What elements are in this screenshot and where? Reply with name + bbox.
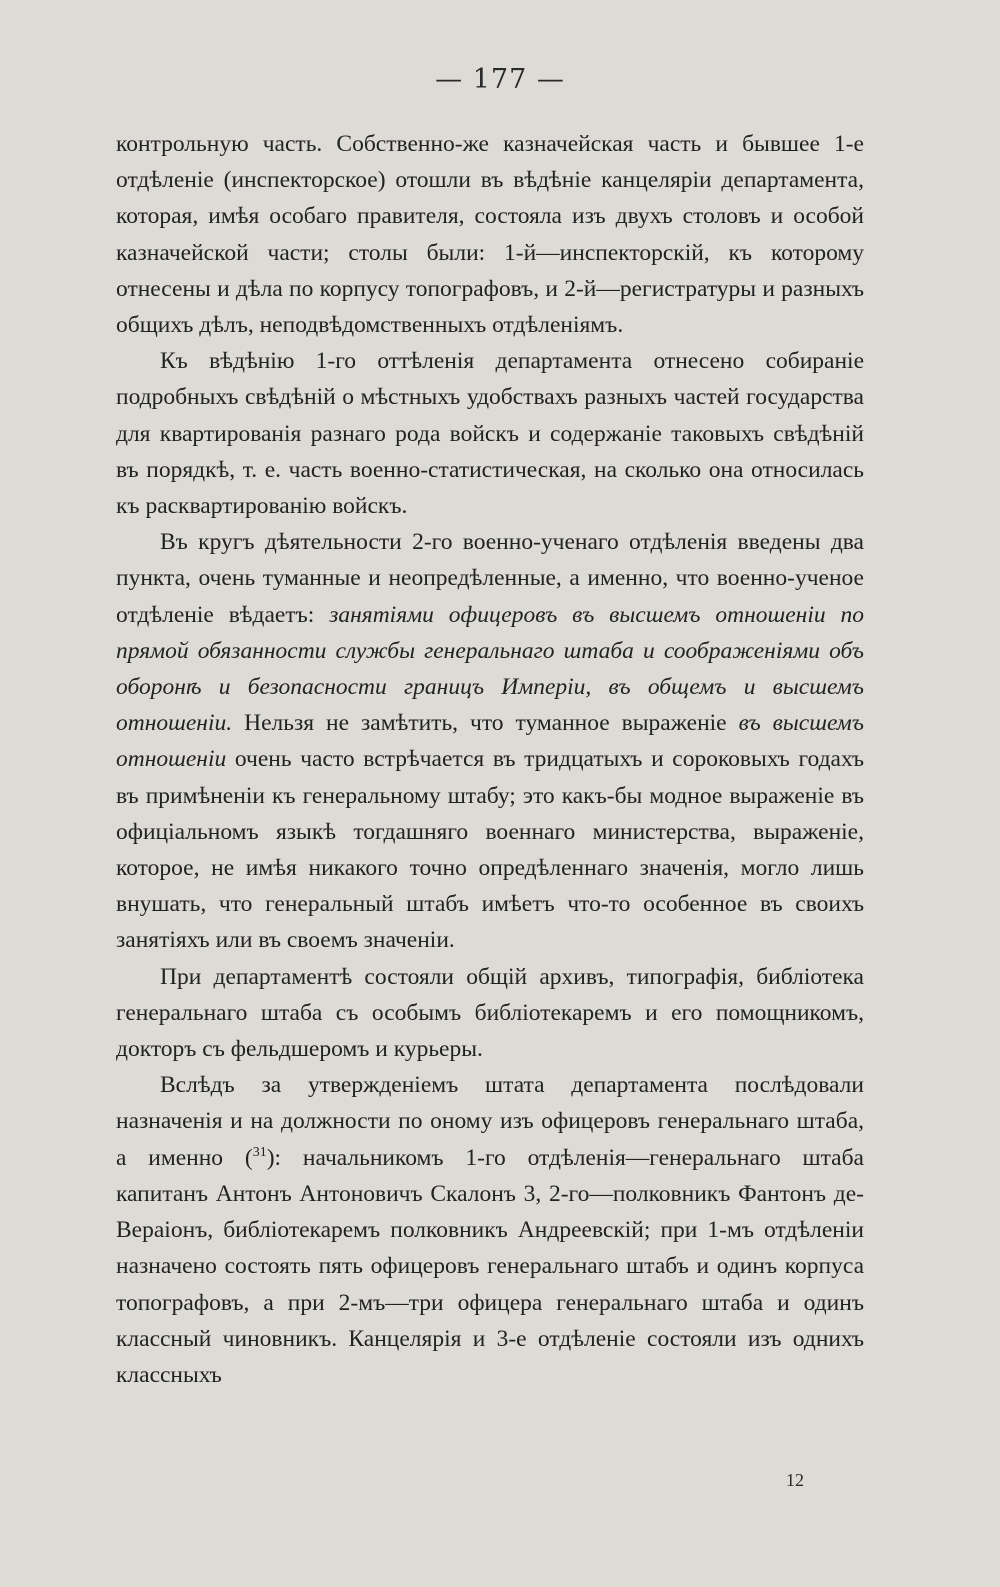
printer-signature-mark: 12 — [786, 1470, 804, 1490]
paragraph-1: контрольную часть. Собственно-же казначейская часть и бывшее 1-е отдѣленіе (инспекторское) отошли въ вѣдѣніе канцеляріи департамента, которая, имѣя особаго правителя, состояла изъ двухъ столовъ и особой казначейской части; столы были: 1-й—инспекторскій, къ которому отнесены и дѣла по корпусу топографовъ, и 2-й—регистратуры и разныхъ общихъ дѣлъ, неподвѣдомственныхъ отдѣленіямъ. — [116, 131, 864, 339]
paragraph-2: Къ вѣдѣнію 1-го оттѣленія департамента отнесено собираніе подробныхъ свѣдѣній о мѣстныхъ удобствахъ разныхъ частей государства для квартированія разнаго рода войскъ и содержаніе таковыхъ свѣдѣній въ порядкѣ, т. е. часть военно-статистическая, на сколько она относилась къ расквартированію войскъ. — [116, 348, 864, 520]
paragraph-3 — [116, 524, 864, 958]
paragraph-5-text-a: Вслѣдъ за утвержденіемъ штата департамента послѣдовали назначенія и на должности по оному изъ офицеровъ генеральнаго штаба, а именно ( — [116, 1072, 864, 1171]
paragraph-5-text-b: ): начальникомъ 1-го отдѣленія—генеральнаго штаба капитанъ Антонъ Антоновичъ Скалонъ 3, 2-го—полковникъ Фантонъ де-Вераіонъ, библіотекаремъ полковникъ Андреевскій; при 1-мъ отдѣленіи назначено состоять пять офицеровъ генеральнаго штабъ и одинъ корпуса топографовъ, а при 2-мъ—три офицера генеральнаго штаба и одинъ классный чиновникъ. Канцелярія и 3-е отдѣленіе состояли изъ однихъ классныхъ — [116, 1144, 864, 1388]
page-number: — 177 — — [435, 64, 565, 95]
body-text — [116, 126, 864, 1393]
paragraph-3-italic-quote: занятіями офицеровъ въ высшемъ отношеніи по прямой обязанности службы генеральнаго штаба и соображеніями объ оборонѣ и безопасности границъ Имперіи, въ общемъ и высшемъ отношеніи. — [116, 601, 864, 737]
paragraph-3-text-b: Нельзя не замѣтить, что туманное выраженіе — [232, 710, 739, 737]
footnote-reference: 31 — [252, 1144, 267, 1160]
paragraph-3-text-c: очень часто встрѣчается въ тридцатыхъ и сороковыхъ годахъ въ примѣненіи къ генеральному штабу; это какъ-бы модное выраженіе въ офиціальномъ языкѣ тогдашняго военнаго министерства, выраженіе, которое, не имѣя никакого точно опредѣленнаго значенія, могло лишь внушать, что генеральный штабъ имѣетъ что-то особенное въ своихъ занятіяхъ или въ своемъ значеніи. — [116, 746, 864, 954]
paragraph-3-text-a: Въ кругъ дѣятельности 2-го военно-ученаго отдѣленія введены два пункта, очень туманные и неопредѣленные, а именно, что военно-ученое отдѣленіе вѣдаетъ: — [116, 529, 864, 628]
paragraph-3-italic-phrase: въ высшемъ отношеніи — [116, 710, 864, 773]
paragraph-4: При департаментѣ состояли общій архивъ, типографія, библіотека генеральнаго штаба съ особымъ библіотекаремъ и его помощникомъ, докторъ съ фельдшеромъ и курьеры. — [116, 963, 864, 1063]
paragraph-5 — [116, 1067, 864, 1393]
